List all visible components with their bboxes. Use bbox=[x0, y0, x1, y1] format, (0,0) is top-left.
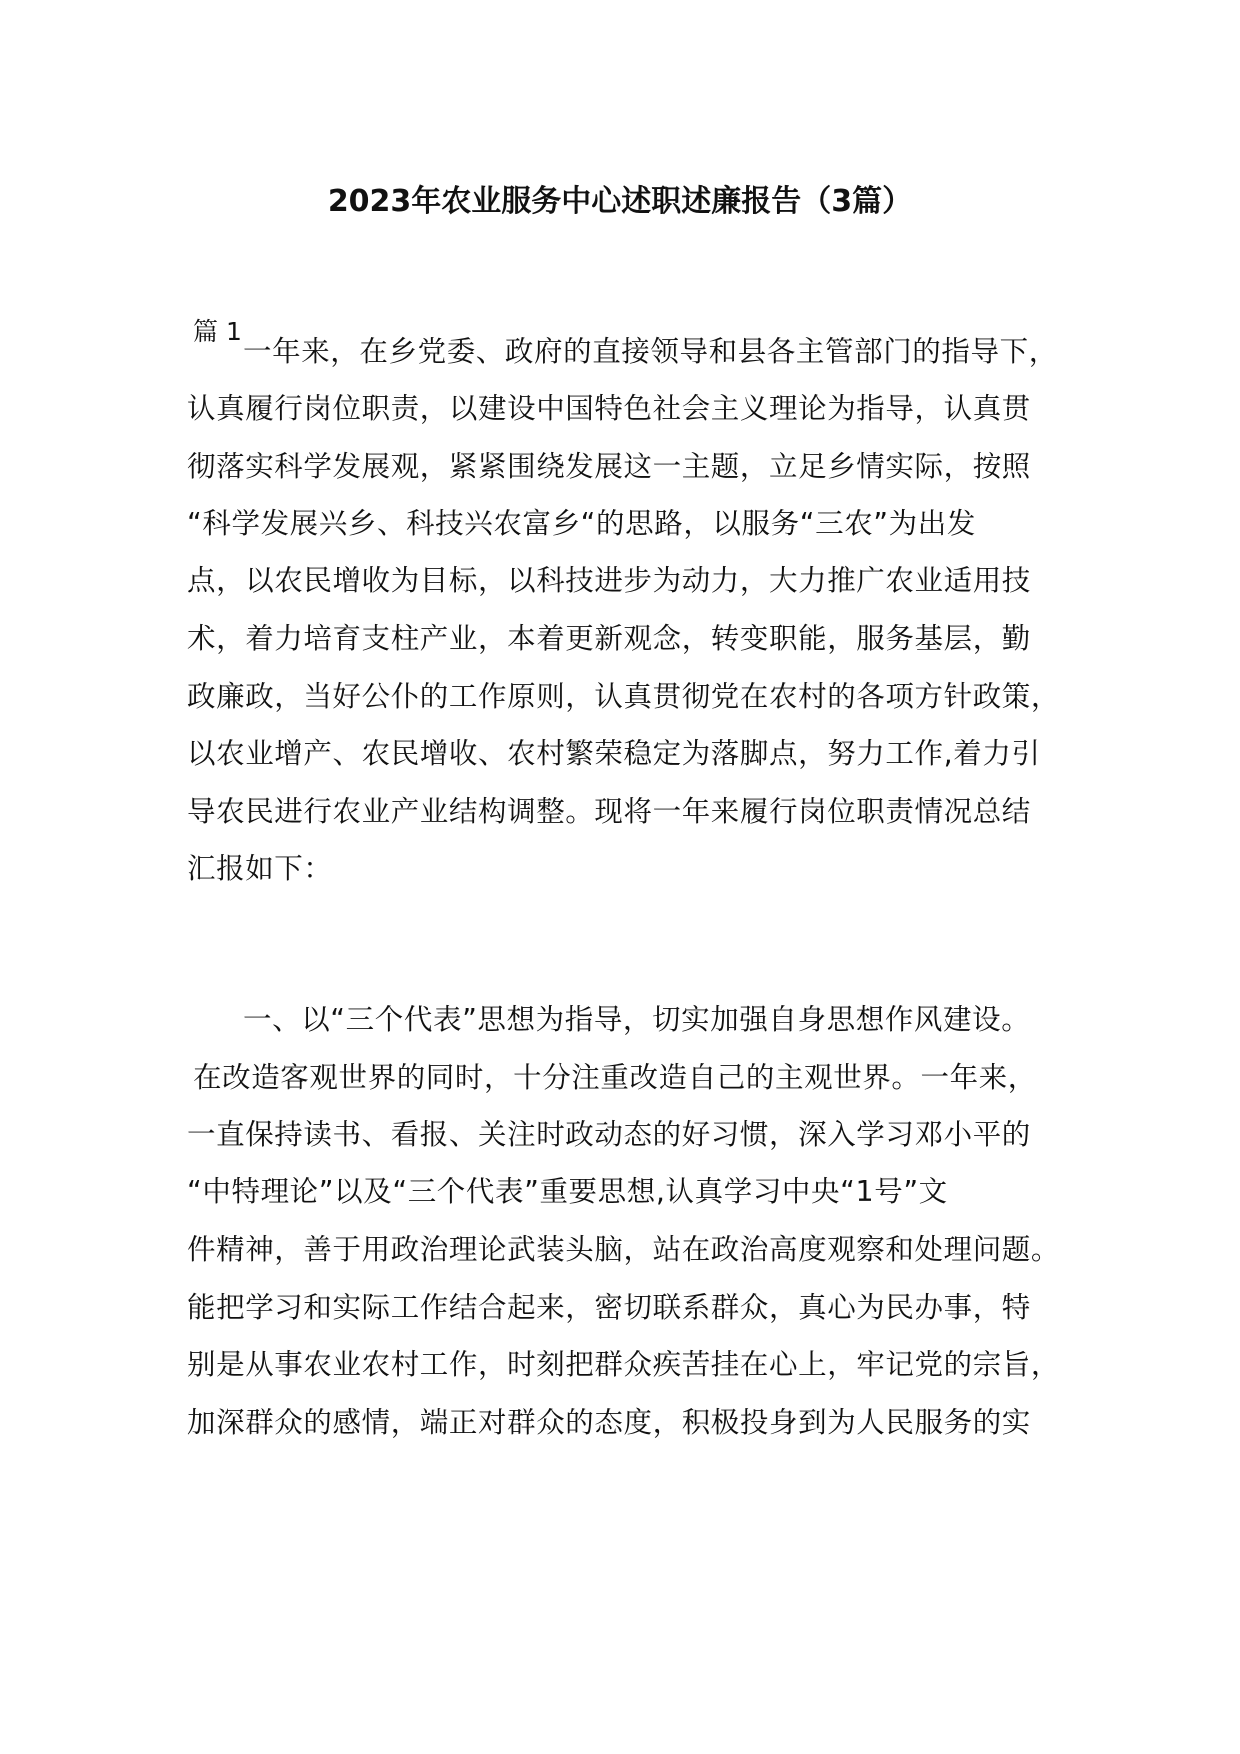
text-line: 一年来，在乡党委、政府的直接领导和县各主管部门的指导下， bbox=[243, 335, 1058, 368]
document-title: 2023年农业服务中心述职述廉报告（3篇） bbox=[327, 184, 913, 219]
section-label: 篇 1 bbox=[193, 317, 242, 346]
text-line: 一、以“三个代表”思想为指导，切实加强自身思想作风建设。 bbox=[243, 1003, 1031, 1036]
text-line: “中特理论”以及“三个代表”重要思想,认真学习中央“1号”文 bbox=[187, 1175, 948, 1208]
text-line: 认真履行岗位职责，以建设中国特色社会主义理论为指导，认真贯 bbox=[187, 392, 1031, 425]
text-line: 加深群众的感情，端正对群众的态度，积极投身到为人民服务的实 bbox=[187, 1406, 1031, 1439]
text-line: 在改造客观世界的同时，十分注重改造自己的主观世界。一年来， bbox=[193, 1061, 1037, 1094]
text-line: “科学发展兴乡、科技兴农富乡“的思路，以服务“三农”为出发 bbox=[187, 507, 976, 540]
text-line: 能把学习和实际工作结合起来，密切联系群众，真心为民办事，特 bbox=[187, 1291, 1031, 1324]
text-line: 彻落实科学发展观，紧紧围绕发展这一主题，立足乡情实际，按照 bbox=[187, 450, 1031, 483]
text-line: 术，着力培育支柱产业，本着更新观念，转变职能，服务基层，勤 bbox=[187, 622, 1031, 655]
text-line: 导农民进行农业产业结构调整。现将一年来履行岗位职责情况总结 bbox=[187, 795, 1031, 828]
text-line: 一直保持读书、看报、关注时政动态的好习惯，深入学习邓小平的 bbox=[187, 1118, 1031, 1151]
text-line: 点，以农民增收为目标，以科技进步为动力，大力推广农业适用技 bbox=[187, 564, 1031, 597]
text-line: 汇报如下： bbox=[187, 852, 333, 885]
text-line: 以农业增产、农民增收、农村繁荣稳定为落脚点，努力工作,着力引 bbox=[187, 737, 1041, 770]
text-line: 政廉政，当好公仆的工作原则，认真贯彻党在农村的各项方针政策， bbox=[187, 680, 1061, 713]
text-line: 件精神，善于用政治理论武装头脑，站在政治高度观察和处理问题。 bbox=[187, 1233, 1061, 1266]
text-line: 别是从事农业农村工作，时刻把群众疾苦挂在心上，牢记党的宗旨， bbox=[187, 1348, 1061, 1381]
